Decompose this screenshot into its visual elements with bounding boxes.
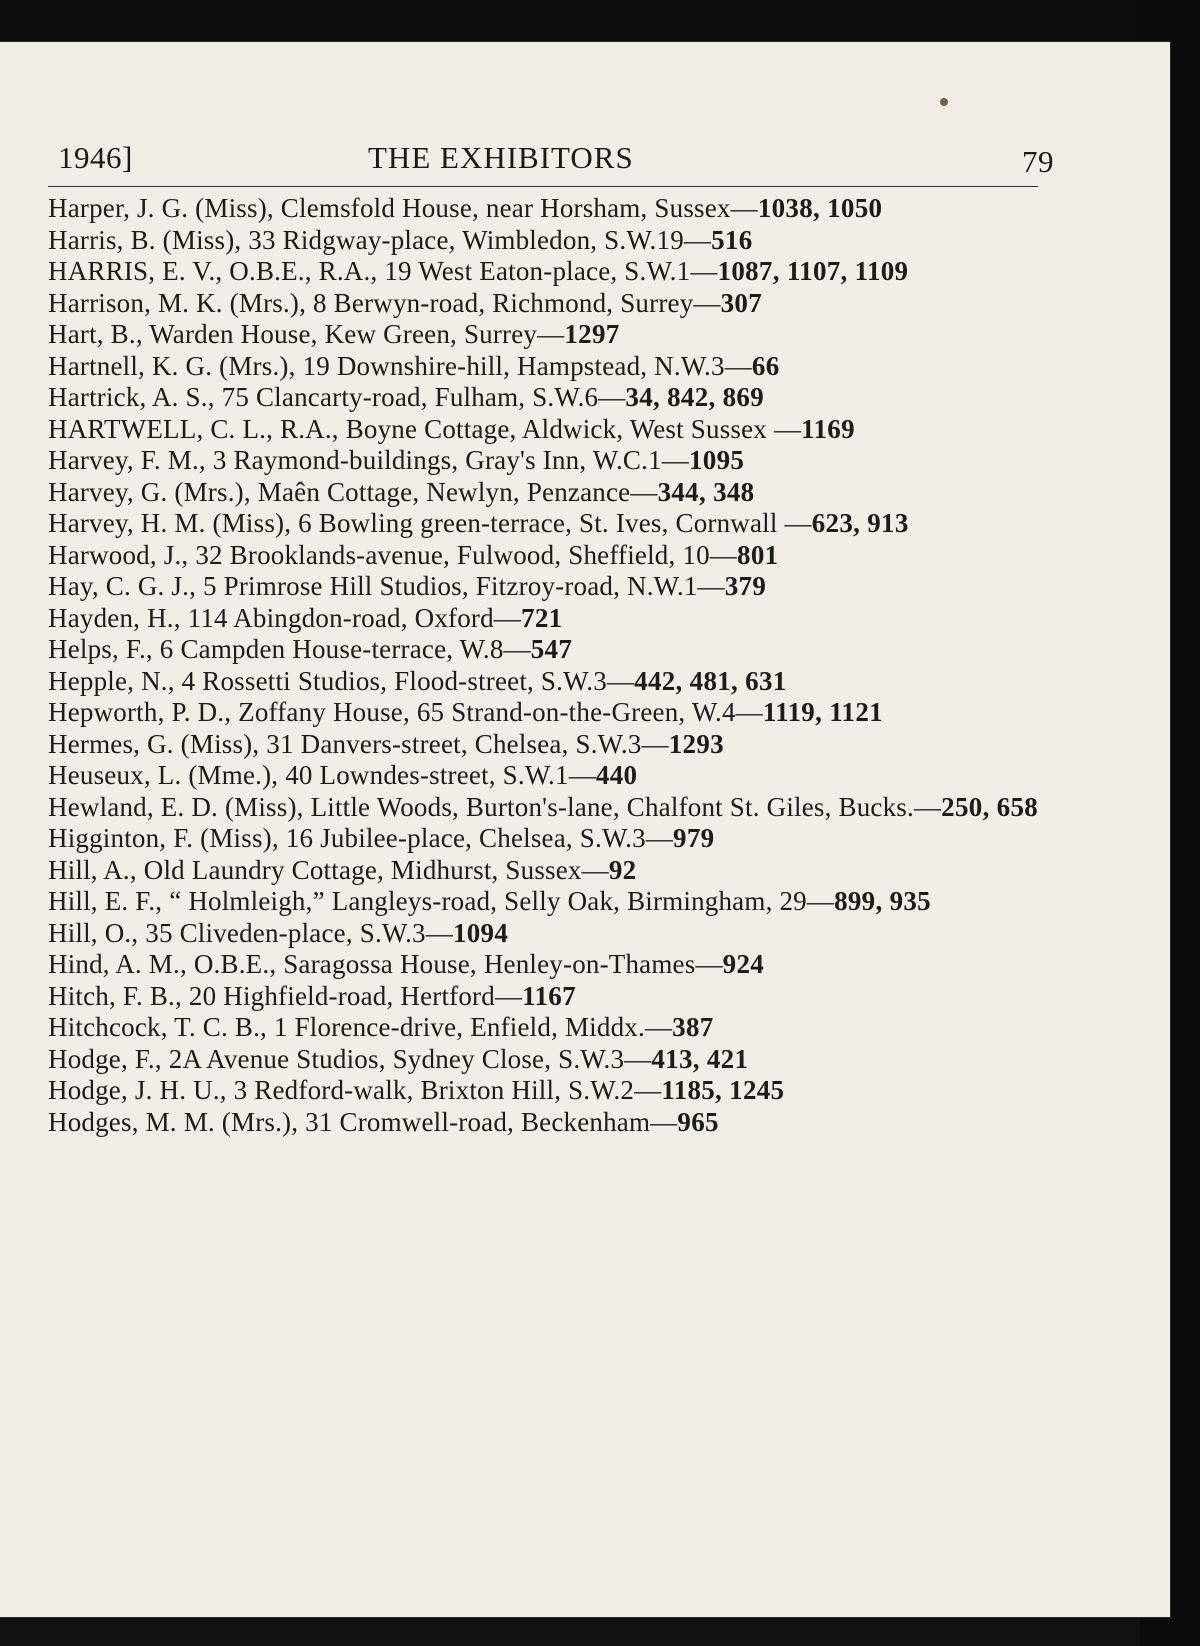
exhibitor-entry <box>48 823 1048 855</box>
exhibitor-entry <box>48 256 1048 288</box>
catalogue-numbers: 92 <box>608 854 637 885</box>
running-head <box>48 132 1054 182</box>
exhibitor-details: Hitchcock, T. C. B., 1 Florence-drive, Enfield, Middx.— <box>48 1012 673 1042</box>
catalogue-numbers: 965 <box>677 1106 719 1137</box>
catalogue-numbers: 924 <box>722 949 765 979</box>
exhibitor-details: Hermes, G. (Miss), 31 Danvers-street, Chelsea, S.W.3— <box>48 728 669 759</box>
exhibitor-details: Hill, O., 35 Cliveden-place, S.W.3— <box>48 917 453 948</box>
catalogue-numbers: 1087, 1107, 1109 <box>717 256 909 286</box>
exhibitor-details: Harwood, J., 32 Brooklands-avenue, Fulwood, Sheffield, 10— <box>48 539 738 570</box>
exhibitor-details: Hodges, M. M. (Mrs.), 31 Cromwell-road, Beckenham— <box>48 1106 678 1137</box>
catalogue-numbers: 801 <box>737 539 779 570</box>
exhibitor-details: Hartnell, K. G. (Mrs.), 19 Downshire-hill, Hampstead, N.W.3— <box>48 350 752 381</box>
header-rule <box>48 186 1038 187</box>
exhibitor-details: Hartrick, A. S., 75 Clancarty-road, Fulham, S.W.6— <box>48 382 626 412</box>
catalogue-numbers: 1185, 1245 <box>661 1075 785 1105</box>
exhibitor-details: Harvey, H. M. (Miss), 6 Bowling green-terrace, St. Ives, Cornwall — <box>48 508 812 538</box>
catalogue-numbers: 1095 <box>688 445 745 475</box>
exhibitor-entry <box>48 414 1048 446</box>
exhibitor-details: Higginton, F. (Miss), 16 Jubilee-place, Chelsea, S.W.3— <box>48 823 674 853</box>
page-number: 79 <box>1022 144 1054 179</box>
exhibitor-entry <box>48 729 1048 761</box>
page-content <box>48 132 1054 1138</box>
exhibitor-details: Hill, E. F., “ Holmleigh,” Langleys-road, Selly Oak, Birmingham, 29— <box>48 886 835 916</box>
exhibitor-details: Hay, C. G. J., 5 Primrose Hill Studios, Fitzroy-road, N.W.1— <box>48 571 725 601</box>
exhibitor-details: Helps, F., 6 Campden House-terrace, W.8— <box>48 634 531 664</box>
scan-border-top <box>0 0 1200 44</box>
catalogue-numbers: 516 <box>711 224 753 255</box>
exhibitor-entry <box>48 949 1048 981</box>
header-title: THE EXHIBITORS <box>368 140 634 175</box>
exhibitor-details: Hodge, J. H. U., 3 Redford-walk, Brixton Hill, S.W.2— <box>48 1075 662 1105</box>
exhibitor-entry <box>48 319 1048 351</box>
exhibitor-details: HARRIS, E. V., O.B.E., R.A., 19 West Eaton-place, S.W.1— <box>48 256 718 286</box>
exhibitor-details: Hodge, F., 2A Avenue Studios, Sydney Close, S.W.3— <box>48 1043 652 1074</box>
exhibitor-entry <box>48 508 1048 540</box>
exhibitor-details: Harper, J. G. (Miss), Clemsfold House, near Horsham, Sussex— <box>48 193 758 223</box>
exhibitor-details: Hepple, N., 4 Rossetti Studios, Flood-street, S.W.3— <box>48 665 635 696</box>
catalogue-numbers: 387 <box>672 1012 714 1042</box>
exhibitor-entry <box>48 760 1048 792</box>
exhibitor-details: Harrison, M. K. (Mrs.), 8 Berwyn-road, Richmond, Surrey— <box>48 287 721 318</box>
exhibitor-details: Harvey, F. M., 3 Raymond-buildings, Gray's Inn, W.C.1— <box>48 445 689 475</box>
catalogue-numbers: 344, 348 <box>657 476 755 507</box>
exhibitor-details: Hart, B., Warden House, Kew Green, Surrey— <box>48 319 565 349</box>
exhibitor-entry <box>48 571 1048 603</box>
exhibitor-details: Hill, A., Old Laundry Cottage, Midhurst, Sussex— <box>48 854 609 885</box>
exhibitor-entry <box>48 886 1048 918</box>
exhibitor-entry <box>48 918 1048 950</box>
exhibitor-entry <box>48 666 1048 698</box>
catalogue-numbers: 1297 <box>564 319 620 349</box>
catalogue-numbers: 899, 935 <box>834 886 931 916</box>
catalogue-numbers: 1038, 1050 <box>757 193 883 223</box>
exhibitor-list <box>48 193 1048 1138</box>
exhibitor-entry <box>48 288 1048 320</box>
exhibitor-details: Hayden, H., 114 Abingdon-road, Oxford— <box>48 602 522 633</box>
catalogue-numbers: 979 <box>673 823 715 853</box>
exhibitor-details: Hewland, E. D. (Miss), Little Woods, Burton's-lane, Chalfont St. Giles, Bucks.— <box>48 791 942 822</box>
exhibitor-entry <box>48 1075 1048 1107</box>
exhibitor-entry <box>48 225 1048 257</box>
catalogue-numbers: 721 <box>521 602 563 633</box>
catalogue-numbers: 307 <box>720 287 763 318</box>
book-page <box>0 42 1170 1617</box>
exhibitor-entry <box>48 634 1048 666</box>
exhibitor-details: Hitch, F. B., 20 Highfield-road, Hertford— <box>48 980 523 1011</box>
exhibitor-entry <box>48 792 1048 824</box>
catalogue-numbers: 1169 <box>801 413 855 444</box>
catalogue-numbers: 623, 913 <box>811 508 909 538</box>
exhibitor-entry <box>48 445 1048 477</box>
exhibitor-entry <box>48 1107 1048 1139</box>
catalogue-numbers: 34, 842, 869 <box>625 382 765 412</box>
ink-speck <box>940 98 948 106</box>
exhibitor-entry <box>48 603 1048 635</box>
exhibitor-entry <box>48 540 1048 572</box>
catalogue-numbers: 1119, 1121 <box>762 697 883 727</box>
catalogue-numbers: 1094 <box>452 917 509 948</box>
catalogue-numbers: 66 <box>751 350 780 381</box>
exhibitor-entry <box>48 351 1048 383</box>
exhibitor-entry <box>48 697 1048 729</box>
exhibitor-entry <box>48 477 1048 509</box>
catalogue-numbers: 250, 658 <box>941 791 1039 822</box>
exhibitor-details: Heuseux, L. (Mme.), 40 Lowndes-street, S.W.1— <box>48 760 596 790</box>
catalogue-numbers: 379 <box>724 571 767 601</box>
catalogue-numbers: 547 <box>530 634 573 664</box>
exhibitor-entry <box>48 193 1048 225</box>
exhibitor-entry <box>48 1012 1048 1044</box>
catalogue-numbers: 1293 <box>668 728 724 759</box>
catalogue-numbers: 440 <box>595 760 638 790</box>
catalogue-numbers: 442, 481, 631 <box>634 665 787 696</box>
exhibitor-entry <box>48 382 1048 414</box>
exhibitor-entry <box>48 1044 1048 1076</box>
exhibitor-details: Harvey, G. (Mrs.), Maên Cottage, Newlyn, Penzance— <box>48 476 658 507</box>
exhibitor-entry <box>48 855 1048 887</box>
catalogue-numbers: 413, 421 <box>651 1043 749 1074</box>
exhibitor-details: Hind, A. M., O.B.E., Saragossa House, Henley-on-Thames— <box>48 949 723 979</box>
exhibitor-details: Harris, B. (Miss), 33 Ridgway-place, Wimbledon, S.W.19— <box>48 224 712 255</box>
exhibitor-details: Hepworth, P. D., Zoffany House, 65 Strand-on-the-Green, W.4— <box>48 697 763 727</box>
catalogue-numbers: 1167 <box>522 980 576 1011</box>
header-year: 1946] <box>58 140 133 175</box>
exhibitor-entry <box>48 981 1048 1013</box>
exhibitor-details: HARTWELL, C. L., R.A., Boyne Cottage, Aldwick, West Sussex — <box>48 413 802 444</box>
